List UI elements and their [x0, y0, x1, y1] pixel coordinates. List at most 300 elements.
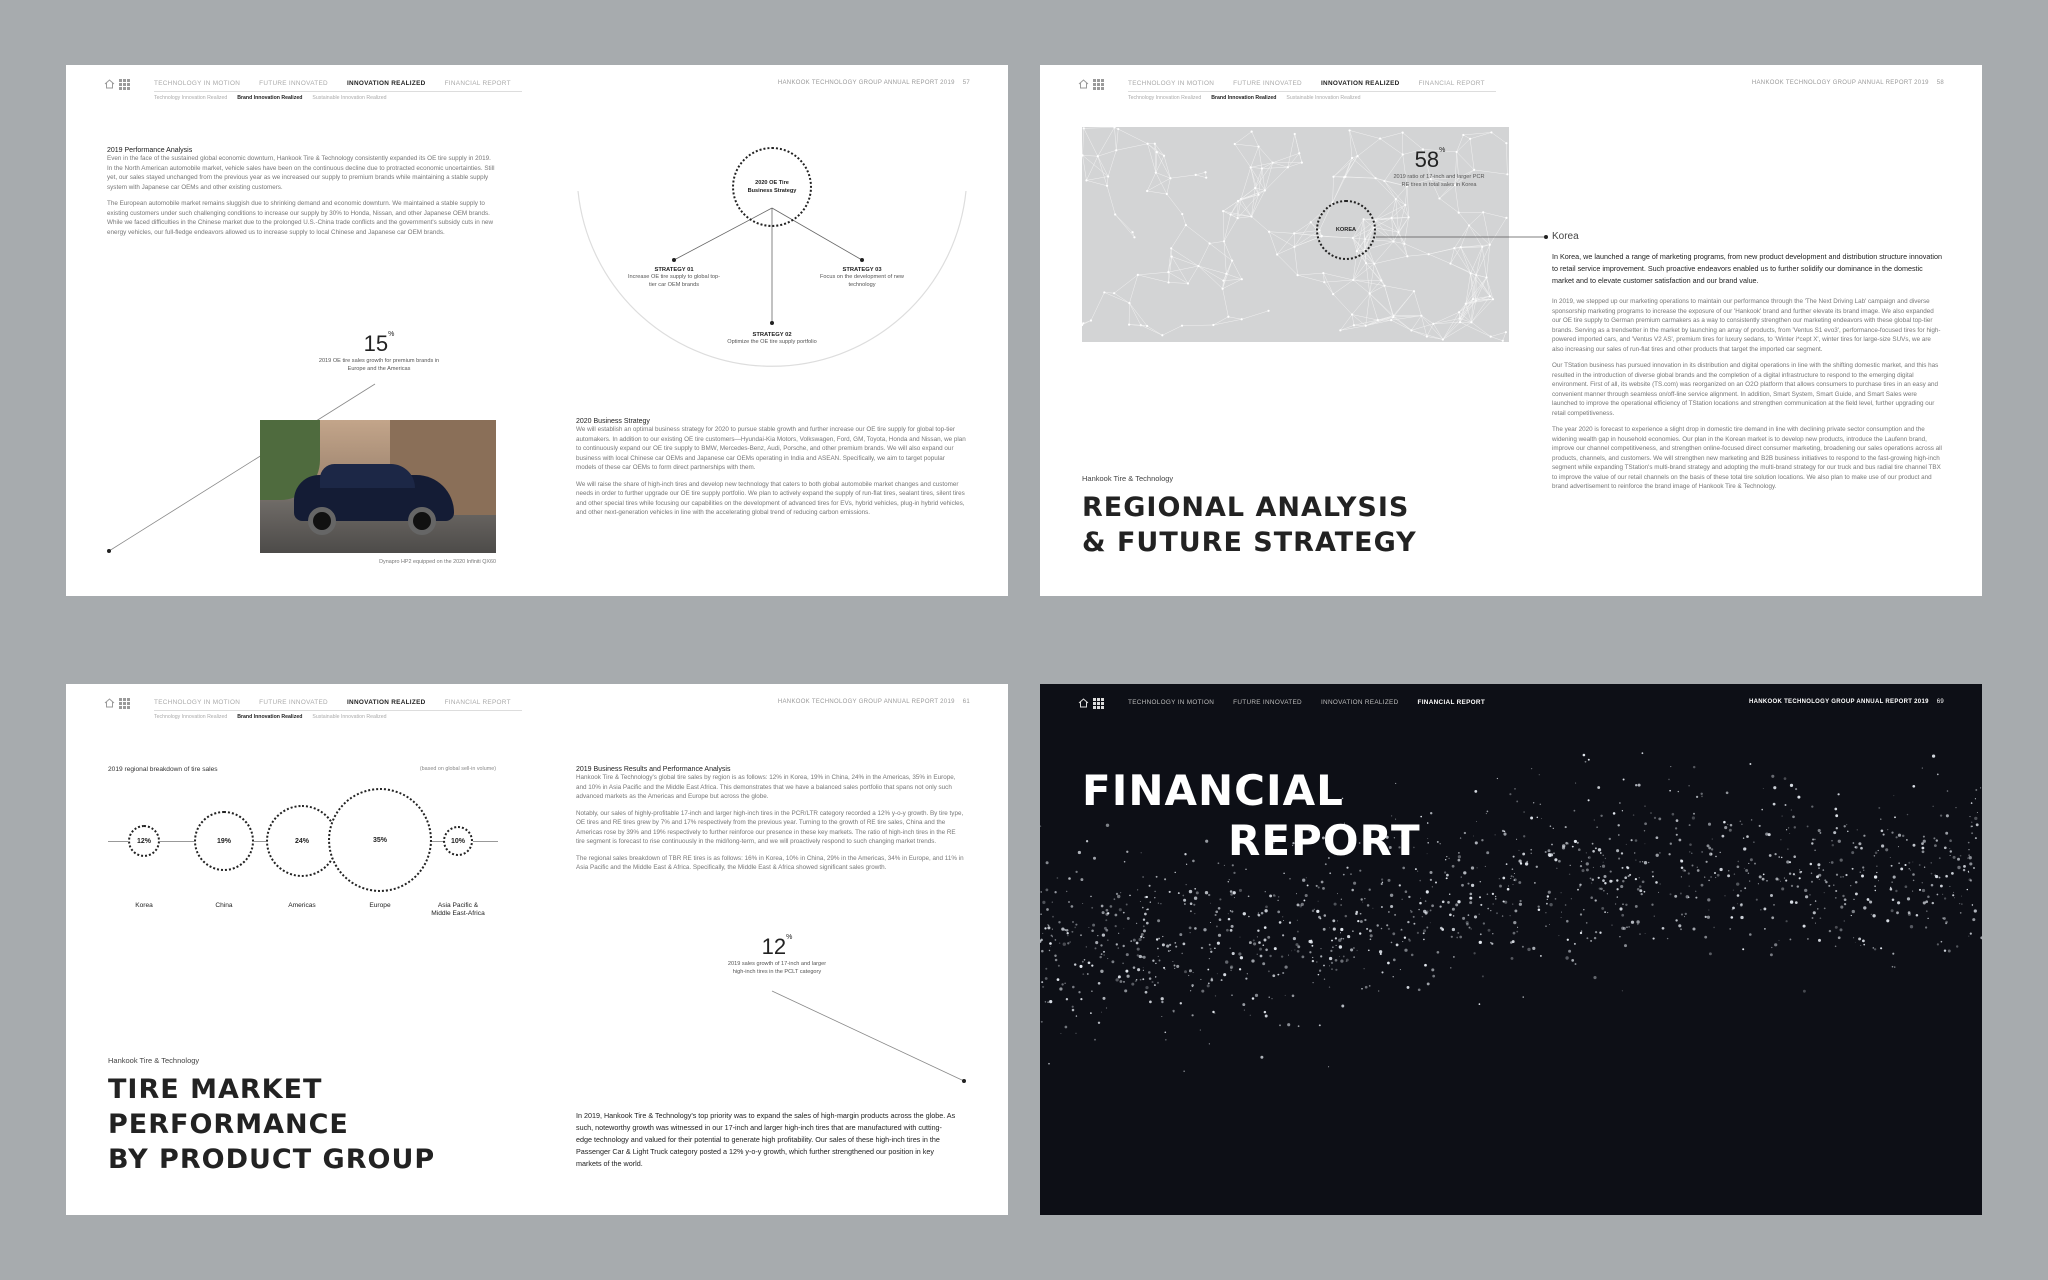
particle: [1832, 844, 1834, 846]
particle: [1352, 930, 1354, 932]
particle: [1959, 903, 1960, 904]
particle: [1340, 928, 1343, 931]
particle: [1239, 889, 1242, 892]
particle: [1973, 867, 1975, 869]
nav-future-innovated[interactable]: FUTURE INNOVATED: [259, 80, 328, 87]
particle: [1273, 894, 1275, 896]
particle: [1923, 836, 1925, 838]
particle: [1681, 914, 1683, 916]
particle: [1586, 937, 1588, 939]
particle: [1656, 854, 1659, 857]
particle: [1857, 829, 1858, 830]
particle: [1833, 884, 1834, 885]
particle: [1116, 893, 1118, 895]
particle: [1715, 877, 1716, 878]
particle: [1353, 956, 1355, 958]
strategy-03: STRATEGY 03 Focus on the development of new technology: [820, 267, 904, 288]
particle: [1586, 852, 1587, 853]
subnav-sustainable[interactable]: Sustainable Innovation Realized: [312, 95, 387, 101]
nav-financial-report[interactable]: FINANCIAL REPORT: [444, 80, 511, 87]
particle: [1473, 952, 1475, 954]
nav-financial-report[interactable]: FINANCIAL REPORT: [1417, 699, 1486, 706]
particle: [1971, 826, 1973, 828]
grid-menu-icon[interactable]: [1093, 698, 1104, 708]
particle: [1214, 947, 1216, 949]
particle: [1299, 905, 1302, 908]
particle: [1553, 828, 1554, 829]
particle: [1801, 871, 1802, 872]
company-label: Hankook Tire & Technology: [108, 1056, 200, 1065]
particle: [1681, 876, 1682, 877]
particle: [1549, 903, 1552, 906]
particle: [1156, 938, 1158, 940]
particle: [1072, 986, 1075, 989]
particle: [1575, 963, 1577, 965]
particle: [1427, 842, 1429, 844]
particle: [1329, 965, 1330, 966]
nav-technology-in-motion[interactable]: TECHNOLOGY IN MOTION: [154, 699, 241, 706]
particle: [1859, 843, 1860, 844]
particle: [1486, 813, 1487, 814]
particle: [1558, 935, 1559, 936]
nav-financial-report[interactable]: FINANCIAL REPORT: [1418, 80, 1485, 87]
particle: [1102, 911, 1105, 914]
particle: [1688, 785, 1689, 786]
particle: [1737, 865, 1740, 868]
particle: [1180, 1002, 1182, 1004]
particle: [1600, 815, 1602, 817]
particle: [1259, 948, 1262, 951]
particle: [1247, 973, 1248, 974]
paragraph: The regional sales breakdown of TBR RE tires is as follows: 16% in Korea, 10% in China, 29% in the Americas, 34% in Europe, and 11% in Asia Pacific and the Middle East & Africa. Specifically, the Middle East & Africa showed significant sales growth.: [576, 854, 964, 871]
particle: [1513, 884, 1514, 885]
particle: [1931, 873, 1933, 875]
particle: [1316, 910, 1319, 913]
region-label-americas: Americas: [288, 902, 316, 909]
particle: [1912, 873, 1915, 876]
particle: [1653, 938, 1655, 940]
particle: [1541, 818, 1542, 819]
particle: [1047, 924, 1048, 925]
nav-technology-in-motion[interactable]: TECHNOLOGY IN MOTION: [154, 80, 241, 87]
nav-innovation-realized[interactable]: INNOVATION REALIZED: [1320, 80, 1400, 87]
particle: [1405, 890, 1408, 893]
particle: [1863, 944, 1865, 946]
particle: [1835, 897, 1837, 899]
particle: [1519, 903, 1522, 906]
particle: [1400, 929, 1402, 931]
particle: [1745, 869, 1748, 872]
particle: [1067, 942, 1069, 944]
particle: [1795, 901, 1798, 904]
nav-innovation-realized[interactable]: INNOVATION REALIZED: [1320, 699, 1399, 706]
particle: [1878, 880, 1879, 881]
particle: [1343, 874, 1345, 876]
particle: [1248, 916, 1250, 918]
spread-tire-market: [66, 684, 1008, 1215]
particle: [1567, 939, 1569, 941]
particle: [1209, 944, 1211, 946]
nav-technology-in-motion[interactable]: TECHNOLOGY IN MOTION: [1128, 699, 1215, 706]
particle: [1654, 817, 1656, 819]
particle: [1230, 966, 1233, 969]
particle: [1252, 997, 1255, 1000]
particle: [1068, 901, 1070, 903]
particle: [1945, 832, 1948, 835]
particle: [1120, 892, 1121, 893]
particle: [1492, 933, 1493, 934]
particle: [1761, 809, 1763, 811]
particle: [1262, 962, 1265, 965]
particle: [1762, 878, 1765, 881]
particle: [1044, 927, 1046, 929]
particle: [1475, 841, 1478, 844]
particle: [1155, 976, 1156, 977]
particle: [1516, 931, 1518, 933]
particle: [1693, 766, 1695, 768]
particle: [1312, 957, 1313, 958]
particle: [1137, 954, 1139, 956]
subnav-brand[interactable]: Brand Innovation Realized: [1211, 95, 1277, 101]
particle: [1055, 939, 1057, 941]
particle: [1423, 932, 1425, 934]
particle: [1470, 928, 1472, 930]
particle: [1789, 938, 1791, 940]
particle: [1523, 835, 1525, 837]
particle: [1639, 889, 1642, 892]
particle: [1458, 855, 1461, 858]
particle: [1618, 858, 1620, 860]
particle: [1708, 880, 1710, 882]
particle: [1208, 894, 1210, 896]
particle: [1855, 881, 1858, 884]
particle: [1117, 895, 1120, 898]
particle: [1829, 930, 1831, 932]
particle: [1941, 941, 1943, 943]
particle: [1305, 894, 1308, 897]
particle: [1311, 945, 1313, 947]
particle: [1189, 890, 1192, 893]
particle: [1092, 924, 1095, 927]
particle: [1212, 1011, 1214, 1013]
particle: [1812, 917, 1814, 919]
particle: [1969, 816, 1970, 817]
particle: [1728, 870, 1729, 871]
particle: [1360, 898, 1362, 900]
particle: [1817, 863, 1820, 866]
particle: [1727, 824, 1728, 825]
particle: [1469, 901, 1472, 904]
particle: [1658, 817, 1661, 820]
particle: [1453, 956, 1455, 958]
particle: [1473, 836, 1474, 837]
particle: [1430, 879, 1432, 881]
particle: [1149, 885, 1151, 887]
particle: [1319, 970, 1321, 972]
subnav-brand[interactable]: Brand Innovation Realized: [237, 95, 303, 101]
particle: [1789, 861, 1791, 863]
particle: [1810, 904, 1811, 905]
particle: [1065, 1026, 1068, 1029]
particle: [1480, 881, 1481, 882]
home-icon[interactable]: [1078, 698, 1089, 708]
particle: [1680, 893, 1682, 895]
particle: [1615, 904, 1616, 905]
particle: [1364, 898, 1365, 899]
particle: [1316, 962, 1317, 963]
particle: [1418, 909, 1419, 910]
particle: [1152, 981, 1154, 983]
particle: [1635, 878, 1637, 880]
particle: [1710, 876, 1712, 878]
particle: [1194, 927, 1197, 930]
particle: [1625, 904, 1627, 906]
particle: [1592, 843, 1594, 845]
particle: [1140, 936, 1142, 938]
particle: [1577, 889, 1579, 891]
particle: [1200, 1030, 1201, 1031]
particle: [1210, 903, 1211, 904]
nav-future-innovated[interactable]: FUTURE INNOVATED: [259, 699, 328, 706]
subnav-sustainable[interactable]: Sustainable Innovation Realized: [312, 714, 387, 720]
particle: [1451, 936, 1453, 938]
particle: [1356, 950, 1357, 951]
particle: [1658, 892, 1659, 893]
particle: [1068, 877, 1071, 880]
particle: [1430, 922, 1431, 923]
strategy-dot: [770, 321, 774, 325]
particle: [1075, 924, 1077, 926]
particle: [1780, 881, 1781, 882]
particle: [1701, 793, 1703, 795]
particle: [1115, 978, 1118, 981]
particle: [1950, 850, 1952, 852]
particle: [1980, 787, 1981, 788]
particle: [1080, 934, 1082, 936]
particle: [1058, 921, 1060, 923]
particle: [1617, 824, 1619, 826]
particle: [1418, 988, 1421, 991]
particle: [1228, 918, 1231, 921]
particle: [1101, 953, 1103, 955]
particle: [1912, 891, 1913, 892]
particle: [1183, 899, 1186, 902]
particle: [1590, 940, 1592, 942]
particle: [1789, 833, 1790, 834]
particle: [1360, 920, 1363, 923]
particle: [1863, 835, 1865, 837]
particle: [1689, 885, 1690, 886]
particle: [1372, 908, 1373, 909]
nav-future-innovated[interactable]: FUTURE INNOVATED: [1233, 80, 1302, 87]
particle: [1585, 761, 1587, 763]
particle: [1531, 768, 1532, 769]
particle: [1329, 986, 1330, 987]
particle: [1174, 968, 1175, 969]
particle: [1511, 875, 1513, 877]
particle: [1413, 916, 1415, 918]
subnav-sustainable[interactable]: Sustainable Innovation Realized: [1286, 95, 1361, 101]
particle: [1142, 876, 1144, 878]
particle: [1852, 868, 1854, 870]
stat-caption: 2019 ratio of 17-inch and larger PCR RE tires in total sales in Korea: [1393, 174, 1485, 188]
particle: [1487, 811, 1489, 813]
subnav-technology[interactable]: Technology Innovation Realized: [1128, 95, 1202, 101]
strategy-01: STRATEGY 01 Increase OE tire supply to global top-tier car OEM brands: [627, 267, 721, 288]
particle: [1387, 962, 1390, 965]
particle: [1423, 929, 1426, 932]
particle: [1599, 887, 1601, 889]
stat-value: 12%: [761, 934, 793, 959]
particle: [1838, 936, 1841, 939]
particle: [1154, 897, 1155, 898]
particle: [1217, 942, 1220, 945]
particle: [1516, 800, 1518, 802]
particle: [1786, 920, 1788, 922]
particle: [1302, 956, 1305, 959]
nav-innovation-realized[interactable]: INNOVATION REALIZED: [346, 699, 426, 706]
particle: [1223, 973, 1226, 976]
particle: [1835, 814, 1838, 817]
particle: [1251, 959, 1254, 962]
particle: [1366, 928, 1368, 930]
particle: [1844, 825, 1846, 827]
particle: [1367, 904, 1370, 907]
particle: [1642, 752, 1644, 754]
particle: [1769, 854, 1772, 857]
particle: [1897, 901, 1900, 904]
particle: [1127, 975, 1130, 978]
subnav-technology[interactable]: Technology Innovation Realized: [154, 714, 228, 720]
company-label: Hankook Tire & Technology: [1082, 474, 1174, 483]
particle: [1124, 989, 1127, 992]
particle: [1164, 1031, 1166, 1033]
particle: [1791, 885, 1793, 887]
particle: [1110, 905, 1113, 908]
particle: [1420, 816, 1422, 818]
particle: [1041, 1021, 1043, 1023]
particle: [1316, 885, 1318, 887]
particle: [1100, 970, 1103, 973]
particle: [1136, 923, 1137, 924]
particle: [1248, 895, 1250, 897]
particle: [1257, 936, 1258, 937]
particle: [1322, 887, 1325, 890]
particle: [1343, 938, 1344, 939]
particle: [1233, 872, 1235, 874]
particle: [1277, 974, 1279, 976]
particle: [1609, 838, 1611, 840]
particle: [1971, 802, 1973, 804]
particle: [1733, 890, 1734, 891]
particle: [1339, 956, 1340, 957]
strategy-center-circle: [732, 147, 812, 227]
particle: [1720, 852, 1721, 853]
particle: [1429, 871, 1432, 874]
particle: [1388, 911, 1389, 912]
particle: [1104, 955, 1105, 956]
particle: [1503, 900, 1505, 902]
particle: [1771, 916, 1774, 919]
particle: [1919, 889, 1921, 891]
particle: [1799, 869, 1800, 870]
particle: [1250, 1015, 1251, 1016]
particle: [1829, 862, 1830, 863]
subnav-brand[interactable]: Brand Innovation Realized: [237, 714, 303, 720]
particle: [1332, 947, 1333, 948]
particle: [1905, 885, 1908, 888]
particle: [1357, 920, 1359, 922]
particle: [1568, 950, 1571, 953]
particle: [1619, 907, 1622, 910]
particle: [1598, 848, 1601, 851]
particle: [1512, 904, 1513, 905]
particle: [1571, 898, 1572, 899]
particle: [1518, 850, 1519, 851]
region-label: Korea: [1552, 231, 1579, 242]
particle: [1551, 844, 1553, 846]
particle: [1396, 943, 1399, 946]
particle: [1744, 868, 1745, 869]
particle: [1217, 973, 1218, 974]
particle: [1480, 933, 1482, 935]
particle: [1208, 983, 1210, 985]
particle: [1622, 880, 1624, 882]
nav-technology-in-motion[interactable]: TECHNOLOGY IN MOTION: [1128, 80, 1215, 87]
particle: [1084, 959, 1086, 961]
particle: [1320, 955, 1322, 957]
particle: [1049, 942, 1052, 945]
particle: [1359, 870, 1361, 872]
particle: [1133, 966, 1136, 969]
particle: [1072, 921, 1073, 922]
particle: [1717, 874, 1720, 877]
particle: [1417, 932, 1419, 934]
particle: [1610, 871, 1612, 873]
particle: [1910, 870, 1911, 871]
particle: [1588, 799, 1590, 801]
subnav-technology[interactable]: Technology Innovation Realized: [154, 95, 228, 101]
nav-future-innovated[interactable]: FUTURE INNOVATED: [1233, 699, 1302, 706]
particle: [1607, 912, 1608, 913]
region-circle-china: 19%: [194, 811, 254, 871]
particle: [1052, 916, 1054, 918]
particle: [1067, 935, 1068, 936]
particle: [1869, 900, 1872, 903]
particle: [1258, 941, 1261, 944]
particle: [1158, 938, 1160, 940]
particle: [1262, 944, 1264, 946]
particle: [1424, 964, 1427, 967]
nav-innovation-realized[interactable]: INNOVATION REALIZED: [346, 80, 426, 87]
particle: [1082, 973, 1084, 975]
particle: [1105, 919, 1107, 921]
particle: [1609, 880, 1612, 883]
particle: [1553, 852, 1555, 854]
particle: [1382, 882, 1383, 883]
particle: [1504, 830, 1506, 832]
particle: [1058, 965, 1060, 967]
particle: [1370, 934, 1373, 937]
particle: [1271, 998, 1272, 999]
particle: [1831, 840, 1833, 842]
particle: [1598, 877, 1600, 879]
particle: [1645, 933, 1646, 934]
particle: [1413, 923, 1415, 925]
particle: [1346, 867, 1348, 869]
particle: [1049, 950, 1050, 951]
nav-financial-report[interactable]: FINANCIAL REPORT: [444, 699, 511, 706]
